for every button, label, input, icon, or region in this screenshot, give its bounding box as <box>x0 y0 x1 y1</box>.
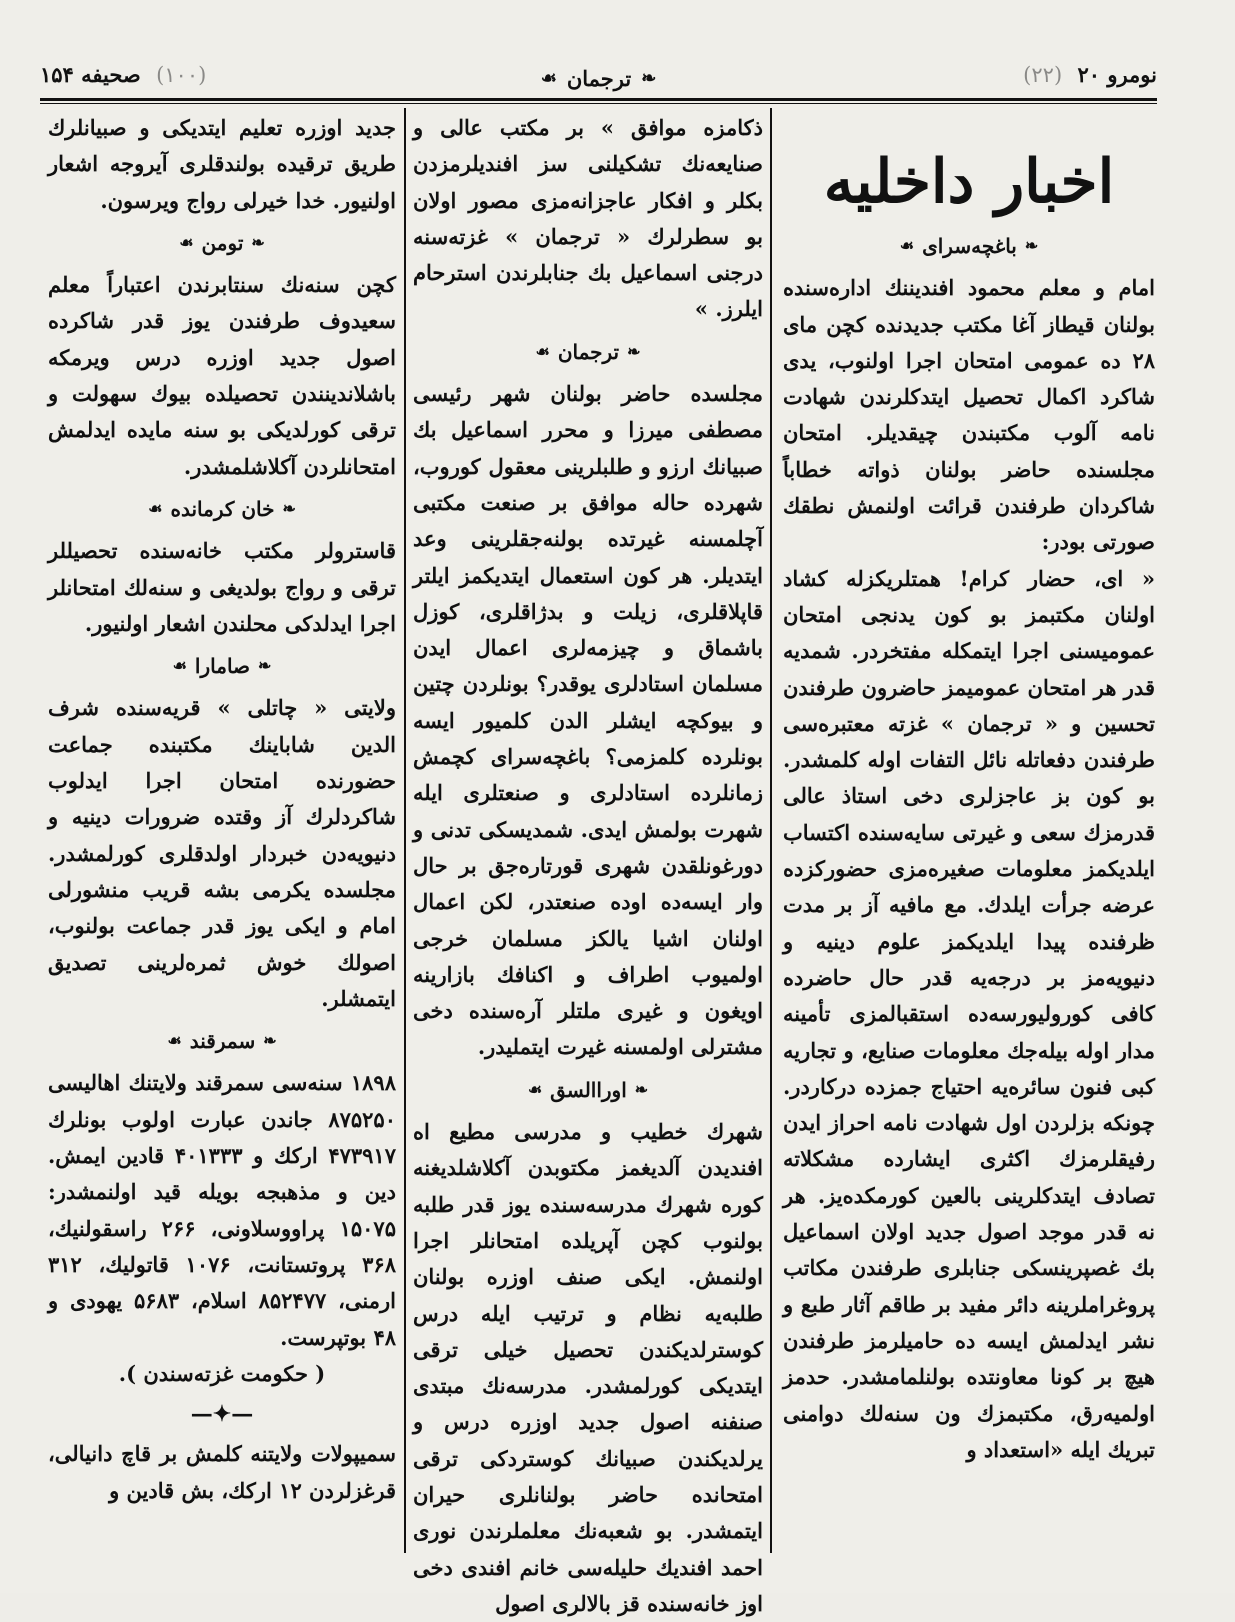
heading-text: خان كرمانده <box>170 496 275 521</box>
separator-ornament-icon: —✦— <box>190 1401 254 1428</box>
paragraph: شهرك خطيب و مدرسى مطيع اه افنديدن آلديغمز مكتوبدن آكلاشلديغنه كوره شهرك مدرسه‌سنده يوز قدر طلبه بولنوب كچن آپريلده امتحانلر اجرا اولنمش. ايكى صنف اوزره بولنان طلبه‌يه نظام و ترتيب ايله درس كوسترلديكندن تحصيل خيلى ترقى ايتديكى كورلمشدر. مدرسه‌نك مبتدى صنفنه اصول جديد اوزره درس و يرلديكندن صبيانك كوستردكى ترقى امتحانده حاضر بولنانلرى حيران ايتمشدر. بو شعبه‌نك معلملرندن نورى احمد افنديك حليله‌سى خانم افندى دخى اوز خانه‌سنده قز بالالرى اصول <box>413 1119 763 1616</box>
issue-label: نومرو ۲۰ <box>1077 62 1157 87</box>
page-number <box>40 62 206 87</box>
paragraph: قاسترولر مكتب خانه‌سنده تحصيللر ترقى و رواج بولديغى و سنه‌لك امتحانلر اجرا ايدلدكى محلندن اشعار اولنيور. <box>48 538 396 636</box>
subsection-heading <box>783 228 1155 264</box>
column-left <box>48 110 396 1563</box>
ornament-icon: ☙ <box>540 68 557 89</box>
header-rule <box>40 98 1157 101</box>
heading-text: ترجمان <box>557 339 620 364</box>
ornament-icon: ☙ <box>899 236 915 255</box>
subsection-heading <box>48 491 396 527</box>
paragraph: جديد اوزره تعليم ايتديكى و صبيانلرك طريق ترقيده بولندقلرى آيرو‌جه اشعار اولنيور. خدا خيرلى رواج ويرسون. <box>48 115 396 213</box>
ornament-icon: ☙ <box>535 341 550 361</box>
paragraph: مجلسده حاضر بولنان شهر رئيسى مصطفى ميرزا و محرر اسماعيل بك صبيانك ارزو و طلبلرينى معقول كوروب، شهرده حاله موافق بر صنعت مكتبى آچلمسنه غيرتده بولنه‌جقلرينى وعد ايتديلر. هر كون استعمال ايتديكمز ايلتر قاپلاقلرى، زيلت و بدژاقلرى، كوزل باشماق و چيزمه‌لرى اعمال ايدن مسلمان استادلرى يوقدر؟ بونلردن چتين و بيوكچه ايشلر الدن كلميور ايسه بونلرده كلمزمى؟ باغچه‌سراى كچمش زمانلرده استادلرى و صنعتلرى ايله شهرت بولمش ايدى. شمديسكى تدنى و دورغونلقدن شهرى قورتاره‌جق بر حال وار ايسه‌ده اوده صنعتدر، لكن اعمال اولنان اشيا يالكز مسلمان خرجى اولميوب اطراف و اكنافك بازارينه اويغون و غيرى ملتلر آره‌سنده دخى مشترلى اولمسنه غيرت ايتمليدر. <box>413 381 763 1060</box>
issue-number <box>1023 62 1157 87</box>
heading-text: تومن <box>201 230 244 255</box>
ornament-icon: ☙ <box>167 1031 182 1051</box>
paragraph: امام و معلم محمود افنديننك اداره‌سنده بولنان قيطاز آغا مكتب جديدنده كچن ماى ۲۸ ده عمومى امتحان اجرا اولنوب، يدى شاكرد اكمال تحصيل ايتدكلرندن شهادت نامه آلوب مكتبندن چيقديلر. امتحان مجلسنده حاضر بولنان ذواته خطاباً شاكردان طرفندن قرائت اولنمش نطقك صورتى بودر: <box>783 275 1155 555</box>
subsection-heading <box>413 1072 763 1108</box>
section-title: اخبار داخليه <box>823 147 1115 217</box>
column-divider <box>770 108 772 1553</box>
header-rule-thin <box>40 103 1157 104</box>
ornament-icon: ☙ <box>527 1079 543 1099</box>
heading-text: اوراالسق <box>550 1077 627 1102</box>
column-divider <box>404 108 406 1553</box>
ornament-icon: ☙ <box>148 498 163 518</box>
heading-text: باغچه‌سراى <box>922 234 1017 258</box>
paragraph: كچن سنه‌نك سنتابرندن اعتباراً معلم سعيدوف طرفندن يوز قدر شاكرده اصول جديد اوزره درس ويرمكه باشلاندينندن تحصيلده بيوك سهولت و ترقى كورلديكى بو سنه مايده ايدلمش امتحانلردن آكلاشلمشدر. <box>48 272 396 479</box>
heading-text: سمرقند <box>189 1029 256 1054</box>
ornament-icon: ❧ <box>251 232 265 252</box>
masthead <box>40 52 1157 102</box>
page-number-faded: (۱۰۰) <box>156 63 207 87</box>
subsection-heading <box>48 648 396 684</box>
ornament-icon: ☙ <box>179 232 194 252</box>
issue-number-faded: (۲۲) <box>1023 63 1063 87</box>
ornament-icon: ❧ <box>1024 236 1039 255</box>
paragraph: سميپولات ولايتنه كلمش بر قاچ دانيالى، قرغزلردن ۱۲ اركك، بش قادين و <box>48 1441 396 1503</box>
subsection-heading <box>413 334 763 370</box>
paragraph: « اى، حضار كرام! همتلريكزله كشاد اولنان مكتبمز بو كون يدنجى امتحان عموميسنى اجرا ايتمكله مفتخردر. شمديه قدر هر امتحان عموميمز حاضرون طرفندن تحسين و « ترجمان » غزته معتبره‌سى طرفندن دفعاتله نائل التفات اوله كلمشدر. بو كون بز عاجزلرى دخى استاذ عالى قدرمزك سعى و غيرتى سايه‌سنده اكتساب ايلديكمز معلومات صغيره‌مزى حضوركزده عرضه جرأت ايلدك. مع مافيه آز بر مدت ظرفنده پيدا ايلديكمز علوم دينيه و دنيويه‌مز بر درجه‌يه قدر حال حاضرده كافى كوروليورسه‌ده استقبالمزى تأمينه مدار اوله بيله‌جك معلومات صنايع، و تجاريه كبى فنون سائره‌يه احتياج جمزده دركاردر. چونكه بزلردن اول شهادت نامه احراز ايدن رفيقلرمزك اكثرى ايشارده مشكلاته تصادف ايتدكلرينى بالعين كورمكده‌يز. هر نه قدر موجد اصول جديد اولان اسماعيل بك غصپرينسكى جنابلرى طرفندن مكاتب پروغراملرينه دائر مفيد بر طاقم آثار طبع و نشر ايدلمش ايسه ده حاميلرمز طرفندن هيچ بر كونا معاونتده بولنلمامشدر. حدمز اولميه‌رق، مكتبمزك ون سنه‌لك دوامنى تبريك ايله «استعداد و <box>783 565 1155 1462</box>
ornament-icon: ❧ <box>634 1079 649 1099</box>
ornament-icon: ❧ <box>282 498 296 518</box>
paragraph: ذكامزه موافق » بر مكتب عالى و صنايعه‌نك تشكيلنى سز افنديلرمزدن بكلر و افكار عاجزانه‌مزى مصور اولان بو سطرلرك « ترجمان » غزته‌سنه درجنى اسماعيل بك جنابلرندن استرحام ايلرز. » <box>413 115 763 322</box>
subsection-heading <box>48 225 396 261</box>
subsection-heading <box>48 1023 396 1059</box>
paragraph: ولايتى « چاتلى » قريه‌سنده شرف الدين شاباينك مكتبنده جماعت حضورنده امتحان اجرا ايدلوب شاكردلرك آز وقتده ضرورات دينيه و دنيويه‌دن خبردار اولدقلرى كورلمشدر. مجلسده يكرمى بشه قريب منشورلى امام و ايكى يوز قدر جماعت بولنوب، اصولك خوش ثمره‌لرينى تصديق ايتمشلر. <box>48 695 396 1011</box>
column-middle <box>413 110 763 1616</box>
ornament-icon: ❧ <box>627 341 641 361</box>
newspaper-title <box>541 66 657 91</box>
ornament-icon: ❧ <box>258 656 272 676</box>
page-label: صحيفه ۱۵۴ <box>40 62 141 87</box>
column-right <box>783 110 1155 1563</box>
ornament-icon: ☙ <box>172 656 187 676</box>
ornament-icon: ❧ <box>263 1031 277 1051</box>
paragraph: ۱۸۹۸ سنه‌سى سمرقند ولايتنك اهاليسى ۸۷۵۲۵۰ جاندن عبارت اولوب بونلرك ۴۷۳۹۱۷ اركك و ۴۰۱۳۳۳ قادين ايمش. دين و مذهبجه بويله قيد اولنمشدر: ۱۵۰۷۵ پراووسلاونى، ۲۶۶ راسقولنيك، ۳۶۸ پروتستانت، ۱۰۷۶ قاتوليك، ۳۱۲ ارمنى، ۸۵۲۴۷۷ اسلام، ۵۶۸۳ يهودى و ۴۸ بوتپرست. <box>48 1070 396 1350</box>
ornament-icon: ❧ <box>641 68 657 89</box>
heading-text: صامارا <box>194 654 251 679</box>
title-text: ترجمان <box>566 66 632 91</box>
paragraph: ( حكومت غزته‌سندن ). <box>118 1360 326 1386</box>
